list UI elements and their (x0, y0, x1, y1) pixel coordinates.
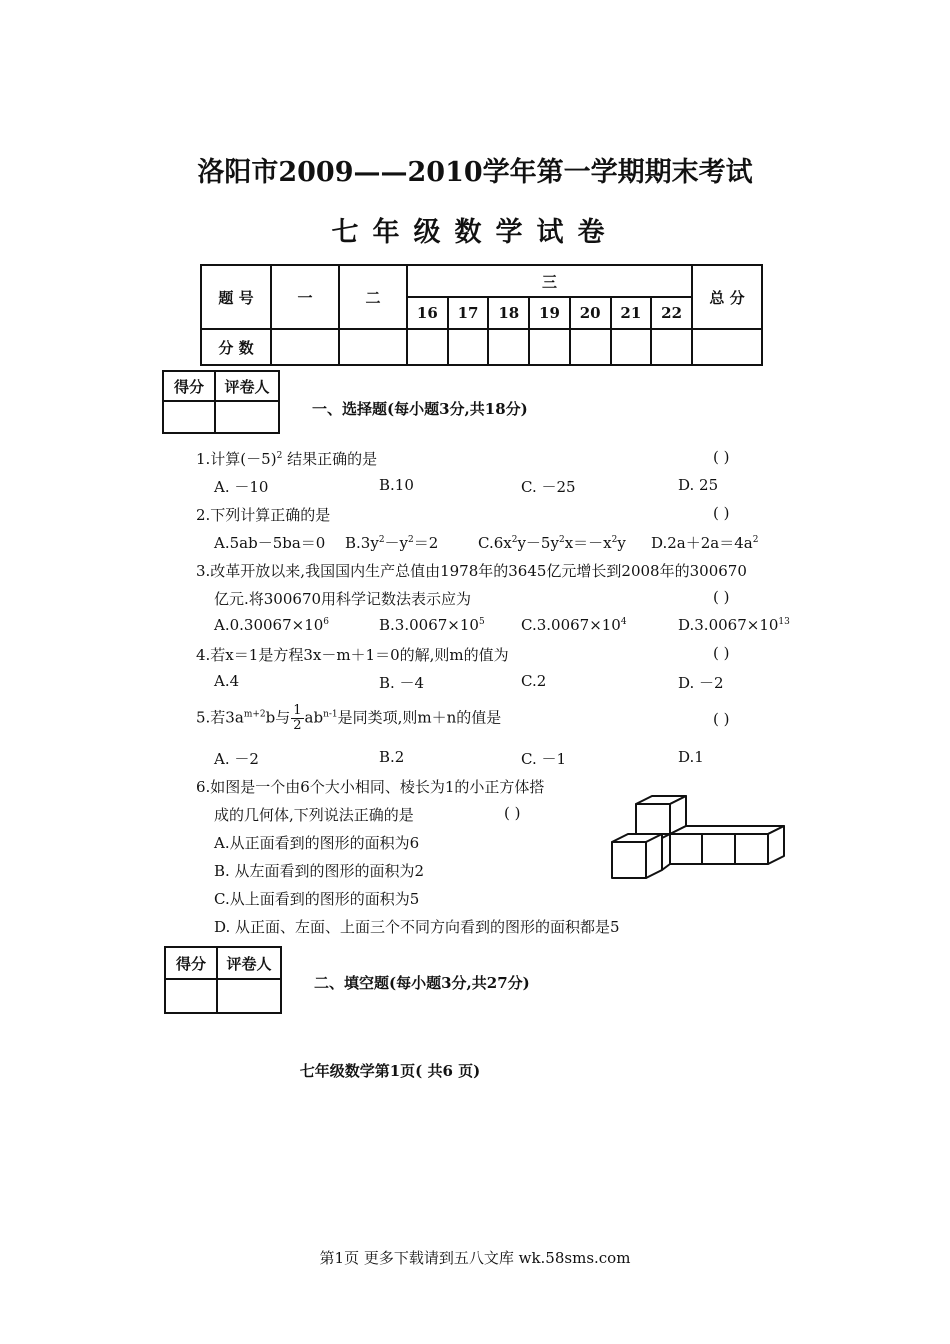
question-1-stem: 1.计算$(-5)^2$ 结果正确的是 (196, 450, 378, 468)
col-part-2: 二 (339, 265, 407, 329)
col-17: 17 (448, 297, 489, 329)
q5-option-b: B.2 (379, 748, 405, 766)
col-20: 20 (570, 297, 611, 329)
col-part-1: 一 (271, 265, 339, 329)
q4-option-a: A.4 (214, 672, 240, 690)
question-6-line-2: 成的几何体,下列说法正确的是 (214, 806, 414, 824)
section-2-title: 二、填空题(每小题3分,共27分) (314, 974, 530, 992)
col-19: 19 (529, 297, 570, 329)
cube-solid-figure (608, 792, 788, 884)
grader-score-label: 得分 (165, 947, 217, 979)
score-table (200, 264, 763, 366)
site-footer: 第1页 更多下载请到五八文库 wk.58sms.com (319, 1249, 631, 1267)
col-22: 22 (651, 297, 692, 329)
score-cell[interactable] (339, 329, 407, 365)
q3-option-d: $D.3.0067\times 10^{13}$ (678, 616, 790, 634)
q2-option-c: $C.6x^2y-5y^2x=-x^2y$ (478, 534, 626, 552)
score-cell[interactable] (611, 329, 652, 365)
answer-paren-2[interactable]: ( ) (713, 504, 730, 522)
q6-option-d: D. 从正面、左面、上面三个不同方向看到的图形的面积都是5 (214, 918, 620, 936)
q3-option-a: $A.0.30067\times 10^6$ (214, 616, 330, 634)
q2-option-d: $D.2a+2a=4a^2$ (651, 534, 759, 552)
grader-box-1 (162, 370, 280, 434)
q6-option-c: C.从上面看到的图形的面积为5 (214, 890, 420, 908)
grader-score-label: 得分 (163, 371, 215, 401)
answer-paren-6[interactable]: ( ) (504, 804, 521, 822)
q3-option-b: $B.3.0067\times 10^5$ (379, 616, 485, 634)
page-number-footer: 七年级数学第1页( 共6 页) (299, 1062, 481, 1080)
grader-box-2 (164, 946, 282, 1014)
q1-option-b: B.10 (379, 476, 414, 494)
grader-name-cell[interactable] (217, 979, 281, 1013)
score-cell[interactable] (271, 329, 339, 365)
row-label-score: 分 数 (201, 329, 271, 365)
q2-option-a: A.5ab－5ba＝0 (214, 534, 326, 552)
grader-score-cell[interactable] (165, 979, 217, 1013)
exam-subtitle: 七年级数学试卷 (331, 217, 619, 248)
q1-option-c: C. －25 (521, 478, 576, 496)
col-21: 21 (611, 297, 652, 329)
col-16: 16 (407, 297, 448, 329)
q5-option-c: C. －1 (521, 750, 567, 768)
score-cell[interactable] (488, 329, 529, 365)
answer-paren-1[interactable]: ( ) (713, 448, 730, 466)
q1-option-d: D. 25 (678, 476, 719, 494)
q4-option-c: C.2 (521, 672, 547, 690)
score-cell[interactable] (692, 329, 762, 365)
q6-option-a: A.从正面看到的图形的面积为6 (214, 834, 420, 852)
q2-option-b: $B.3y^2-y^2=2$ (345, 534, 439, 552)
grader-score-cell[interactable] (163, 401, 215, 433)
q5-option-d: D.1 (678, 748, 704, 766)
score-cell[interactable] (651, 329, 692, 365)
q6-option-b: B. 从左面看到的图形的面积为2 (214, 862, 425, 880)
question-6-line-1: 6.如图是一个由6个大小相同、棱长为1的小正方体搭 (196, 778, 545, 796)
question-2-stem: 2.下列计算正确的是 (196, 506, 331, 524)
fraction-one-half: $\frac{1}{2}$ (293, 703, 302, 733)
question-3-line-2: 亿元.将300670用科学记数法表示应为 (214, 590, 472, 608)
answer-paren-4[interactable]: ( ) (713, 644, 730, 662)
score-cell[interactable] (407, 329, 448, 365)
question-4-stem: 4.若x＝1是方程3x－m＋1＝0的解,则m的值为 (196, 646, 509, 664)
grader-name-label: 评卷人 (215, 371, 279, 401)
col-part-3: 三 (407, 265, 692, 297)
score-cell[interactable] (570, 329, 611, 365)
question-3-line-1: 3.改革开放以来,我国国内生产总值由1978年的3645亿元增长到2008年的300670 (196, 562, 747, 580)
col-18: 18 (488, 297, 529, 329)
q4-option-b: B. －4 (379, 674, 425, 692)
q5-option-a: A. －2 (214, 750, 259, 768)
answer-paren-3[interactable]: ( ) (713, 588, 730, 606)
row-label-question-no: 题 号 (201, 265, 271, 329)
exam-title: 洛阳市2009——2010学年第一学期期末考试 (197, 157, 753, 188)
answer-paren-5[interactable]: ( ) (713, 710, 730, 728)
grader-name-cell[interactable] (215, 401, 279, 433)
question-5-stem: 5.若$3a^{m+2}b$与 $\frac{1}{2}$ $ab^{n-1}$是同类项,则m＋n的值是 (196, 703, 502, 733)
section-1-title: 一、选择题(每小题3分,共18分) (312, 400, 528, 418)
grader-name-label: 评卷人 (217, 947, 281, 979)
q3-option-c: $C.3.0067\times 10^4$ (521, 616, 627, 634)
q4-option-d: D. －2 (678, 674, 724, 692)
q1-option-a: A. －10 (214, 478, 269, 496)
col-total: 总 分 (692, 265, 762, 329)
score-cell[interactable] (529, 329, 570, 365)
score-cell[interactable] (448, 329, 489, 365)
